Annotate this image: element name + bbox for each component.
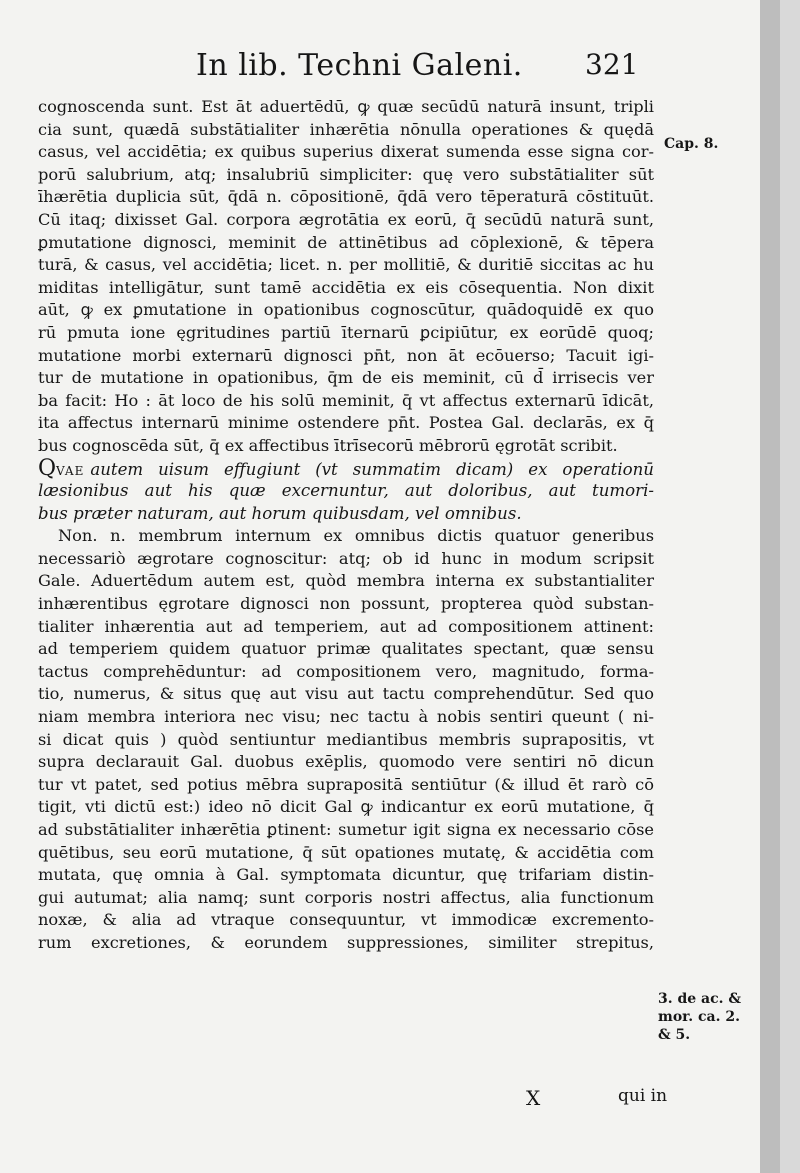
text-line: porū salubrium, atq; insalubriū simpliciter: quę vero substātialiter sūt [38, 164, 654, 184]
commentary-line: noxæ, & alia ad vtraque consequuntur, vt immodicæ excremento- [38, 910, 654, 930]
text-line: cognoscenda sunt. Est āt aduertēdū, ꝙ quæ secūdū naturā insunt, tripli [38, 97, 654, 116]
commentary-line: mutata, quę omnia à Gal. symptomata dicuntur, quę trifariam distin- [38, 865, 654, 885]
catchword: qui in [618, 1086, 668, 1106]
signature-mark: X [526, 1086, 541, 1110]
text-line: tur de mutatione in opationibus, q̄m de eis meminit, cū d̄ irrisecis ver [38, 368, 654, 388]
commentary-line: tialiter inhærentia aut ad temperiem, aut ad compositionem attinent: [38, 616, 654, 636]
commentary-line: ad temperiem quidem quatuor primæ qualitates spectant, quæ sensu [38, 639, 654, 659]
commentary-line: tigit, vti dictū est:) ideo nō dicit Gal ꝙ indicantur ex eorū mutatione, q̄ [38, 797, 654, 817]
commentary-line: necessariò ægrotare cognoscitur: atq; ob id hunc in modum scripsit [38, 548, 654, 568]
page-footer [0, 1086, 700, 1116]
text-line: ita affectus internarū minime ostendere pn̄t. Postea Gal. declarās, ex q̄ [38, 413, 654, 433]
text-line: ba facit: Ho : āt loco de his solū meminit, q̄ vt affectus externarū īdicāt, [38, 390, 654, 410]
text-line: aūt, ꝙ ex ꝑmutatione in opationibus cognoscūtur, quādoquidē ex quo [38, 300, 654, 320]
commentary-line: ad substātialiter inhærētia ꝑtinent: sumetur igit signa ex necessario cōse [38, 820, 654, 839]
page-header [0, 48, 760, 88]
margin-note-line: mor. ca. 2. [658, 1009, 740, 1025]
commentary-line: Gale. Aduertēdum autem est, quòd membra interna ex substantialiter [38, 571, 654, 591]
text-line: miditas intelligātur, sunt tamē accidētia ex eis cōsequentia. Non dixit [38, 277, 654, 297]
margin-note-line: 3. de ac. & [658, 991, 742, 1007]
commentary-line: quētibus, seu eorū mutatione, q̄ sūt opationes mutatę, & accidētia com [38, 842, 654, 862]
commentary-line: niam membra interiora nec visu; nec tactu à nobis sentiri queunt ( ni- [38, 707, 654, 727]
lemma-initial: Q [38, 457, 57, 481]
text-line: ꝑmutatione dignosci, meminit de attinētibus ad cōplexionē, & tēpera [38, 232, 654, 252]
commentary-line: supra declarauit Gal. duobus exēplis, quomodo vere sentiri nō dicun [38, 752, 654, 772]
commentary-line: si dicat quis ) quòd sentiuntur mediantibus membris suprapositis, vt [38, 729, 654, 749]
page-edge [760, 0, 780, 1173]
text-line: turā, & casus, vel accidētia; licet. n. per mollitiē, & duritiē siccitas ac hu [38, 255, 654, 275]
text-line: mutatione morbi externarū dignosci pn̄t, non āt ecōuerso; Tacuit igi- [38, 345, 654, 365]
commentary-line: Non. n. membrum internum ex omnibus dictis quatuor generibus [58, 526, 654, 546]
lemma-line: læsionibus aut his quæ excernuntur, aut doloribus, aut tumori- [38, 481, 654, 501]
commentary-line: gui autumat; alia namq; sunt corporis nostri affectus, alia functionum [38, 887, 654, 907]
lemma-line: bus præter naturam, aut horum quibusdam, vel omnibus. [38, 503, 522, 523]
text-line: bus cognoscēda sūt, q̄ ex affectibus ītrīsecorū mēbrorū ęgrotāt scribit. [38, 435, 618, 455]
running-title: In lib. Techni Galeni. [196, 48, 523, 83]
commentary-line: tur vt patet, sed potius mēbra suprapositā sentiūtur (& illud ēt rarò cō [38, 774, 654, 794]
lemma-line [38, 458, 654, 481]
text-line: cia sunt, quædā substātialiter inhærētia nōnulla operationes & quędā [38, 119, 654, 139]
commentary-line: inhærentibus ęgrotare dignosci non possunt, propterea quòd substan- [38, 594, 654, 614]
margin-note-reference [658, 990, 741, 1044]
lemma-text: autem uisum effugiunt (vt summatim dicam) ex operationū [90, 459, 654, 479]
margin-note-line: & 5. [658, 1027, 691, 1043]
text-line: Cū itaq; dixisset Gal. corpora ægrotātia ex eorū, q̄ secūdū naturā sunt, [38, 209, 654, 229]
margin-note-chapter: Cap. 8. [664, 136, 719, 152]
text-line: casus, vel accidētia; ex quibus superius dixerat sumenda esse signa cor- [38, 142, 654, 162]
commentary-line: tio, numerus, & situs quę aut visu aut tactu comprehendūtur. Sed quo [38, 684, 654, 704]
commentary-line: rum excretiones, & eorundem suppressiones, similiter strepitus, [38, 932, 654, 952]
page-number: 321 [585, 48, 639, 81]
commentary-line: tactus comprehēduntur: ad compositionem vero, magnitudo, forma- [38, 661, 654, 681]
text-line: rū pmuta ione ęgritudines partiū īternarū ꝑcipiūtur, ex eorūdē quoq; [38, 322, 654, 342]
lemma-small-caps: VAE [56, 463, 85, 478]
text-line: īhærētia duplicia sūt, q̄dā n. cōpositionē, q̄dā vero tēperaturā cōstituūt. [38, 187, 654, 207]
text-block [38, 96, 654, 955]
